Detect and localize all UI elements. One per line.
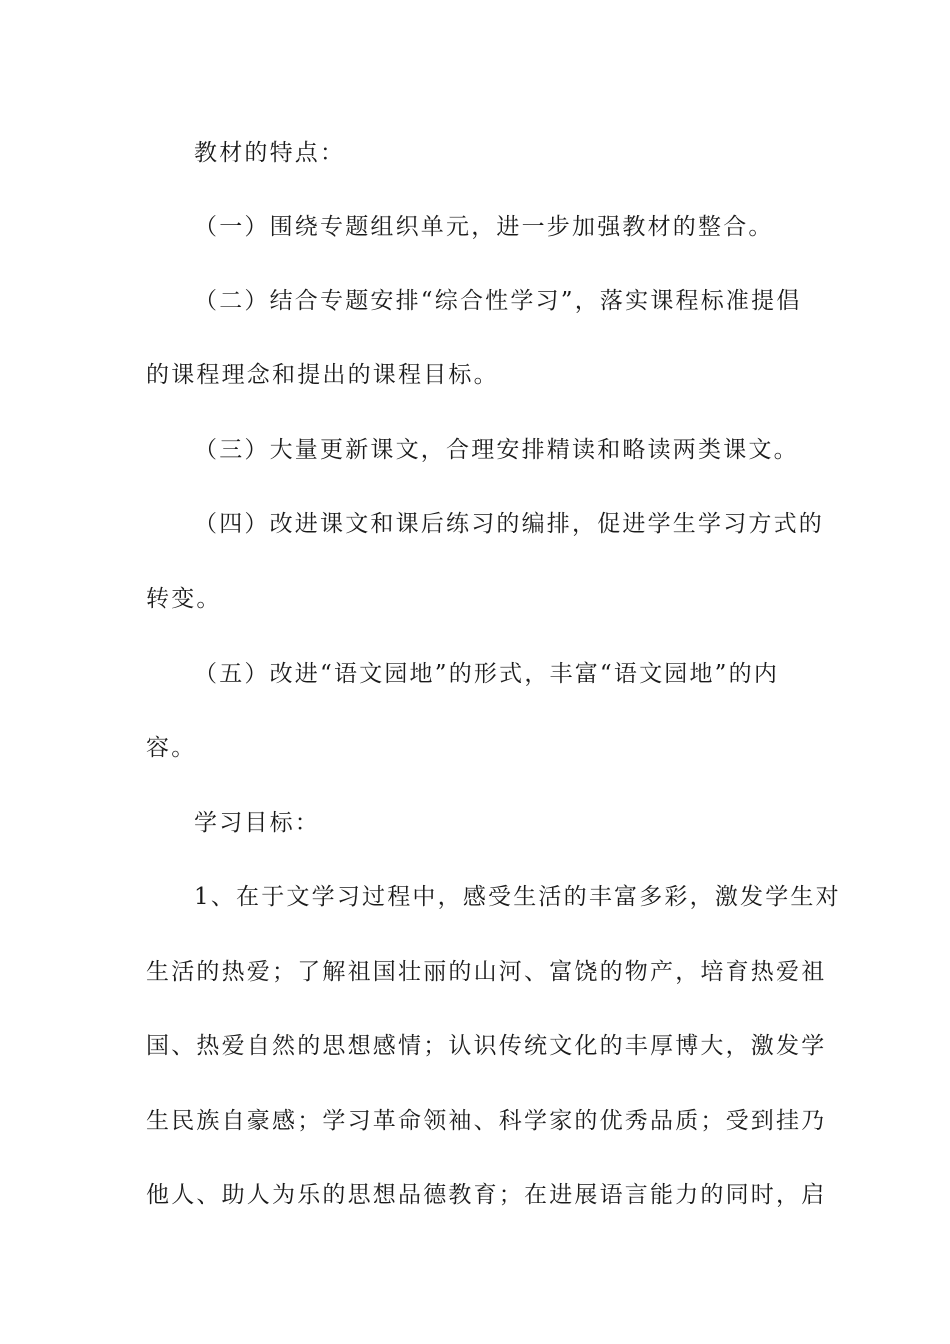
paragraph-line: 国、热爱自然的思想感情；认识传统文化的丰厚博大，激发学 [146, 1033, 827, 1059]
section-heading-features: 教材的特点： [194, 140, 346, 166]
paragraph-line: 生民族自豪感；学习革命领袖、科学家的优秀品质；受到挂乃 [146, 1108, 827, 1134]
paragraph-line: （二）结合专题安排“综合性学习”，落实课程标准提倡 [194, 288, 802, 314]
paragraph-line: （五）改进“语文园地”的形式，丰富“语文园地”的内 [194, 661, 780, 687]
paragraph-line: （四）改进课文和课后练习的编排，促进学生学习方式的 [194, 511, 824, 537]
section-heading-goals: 学习目标： [194, 810, 320, 836]
paragraph-line: 1、在于文学习过程中，感受生活的丰富多彩，激发学生对 [194, 884, 841, 910]
paragraph-line: （一）围绕专题组织单元，进一步加强教材的整合。 [194, 214, 774, 240]
paragraph-line: （三）大量更新课文，合理安排精读和略读两类课文。 [194, 437, 799, 463]
paragraph-line: 他人、助人为乐的思想品德教育；在进展语言能力的同时，启 [146, 1182, 827, 1208]
paragraph-line: 容。 [146, 735, 197, 761]
paragraph-line: 转变。 [146, 586, 222, 612]
paragraph-line: 的课程理念和提出的课程目标。 [146, 362, 499, 388]
paragraph-line: 生活的热爱；了解祖国壮丽的山河、富饶的物产，培育热爱祖 [146, 959, 827, 985]
